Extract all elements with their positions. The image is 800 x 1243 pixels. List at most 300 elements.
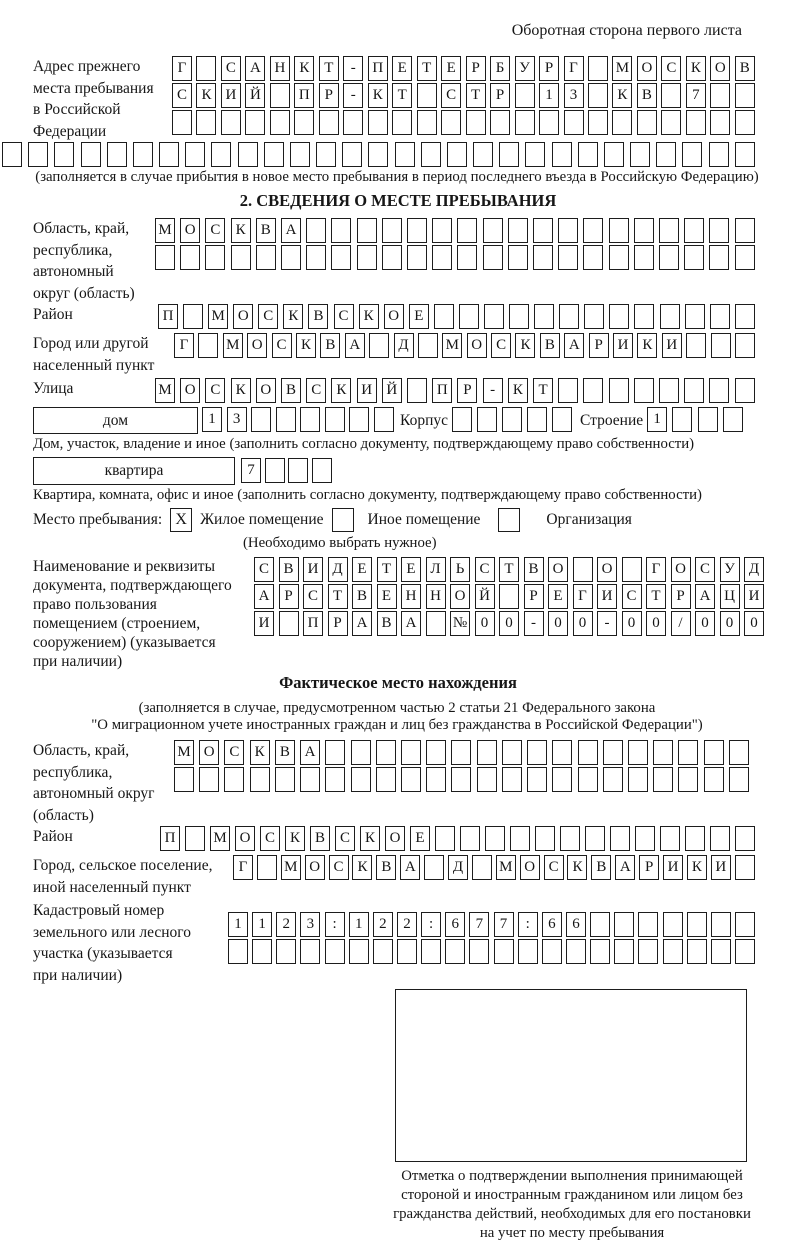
char-cell[interactable]: [502, 767, 522, 792]
char-cell[interactable]: 6: [542, 912, 562, 937]
char-cell[interactable]: М: [174, 740, 194, 765]
char-cell[interactable]: [407, 378, 427, 403]
char-cell[interactable]: С: [544, 855, 564, 880]
char-cell[interactable]: [628, 767, 648, 792]
char-cell[interactable]: В: [256, 218, 276, 243]
char-cell[interactable]: О: [385, 826, 405, 851]
char-cell[interactable]: О: [180, 378, 200, 403]
char-cell[interactable]: А: [400, 855, 420, 880]
char-cell[interactable]: [635, 826, 655, 851]
char-cell[interactable]: Т: [646, 584, 666, 609]
char-cell[interactable]: С: [224, 740, 244, 765]
char-cell[interactable]: К: [637, 333, 657, 358]
org-checkbox[interactable]: [498, 508, 520, 532]
char-cell[interactable]: [630, 142, 650, 167]
char-cell[interactable]: 7: [469, 912, 489, 937]
char-cell[interactable]: [331, 245, 351, 270]
char-cell[interactable]: С: [695, 557, 715, 582]
char-cell[interactable]: К: [368, 83, 388, 108]
char-cell[interactable]: Е: [548, 584, 568, 609]
char-cell[interactable]: [711, 912, 731, 937]
char-cell[interactable]: П: [303, 611, 323, 636]
char-cell[interactable]: Н: [270, 56, 290, 81]
char-cell[interactable]: [426, 767, 446, 792]
char-cell[interactable]: Р: [328, 611, 348, 636]
char-cell[interactable]: О: [305, 855, 325, 880]
char-cell[interactable]: О: [450, 584, 470, 609]
char-cell[interactable]: Н: [401, 584, 421, 609]
char-cell[interactable]: И: [663, 855, 683, 880]
char-cell[interactable]: [473, 142, 493, 167]
gorod3-row[interactable]: [233, 855, 755, 880]
char-cell[interactable]: К: [196, 83, 216, 108]
char-cell[interactable]: [590, 939, 610, 964]
char-cell[interactable]: [709, 142, 729, 167]
char-cell[interactable]: И: [662, 333, 682, 358]
kadastr-row-2[interactable]: [228, 939, 755, 964]
char-cell[interactable]: 1: [349, 912, 369, 937]
char-cell[interactable]: 1: [228, 912, 248, 937]
kvartira-cells[interactable]: [241, 458, 332, 483]
char-cell[interactable]: Д: [744, 557, 764, 582]
char-cell[interactable]: 6: [566, 912, 586, 937]
char-cell[interactable]: :: [421, 912, 441, 937]
char-cell[interactable]: [199, 767, 219, 792]
zhiloe-checkbox[interactable]: X: [170, 508, 192, 532]
char-cell[interactable]: Г: [573, 584, 593, 609]
char-cell[interactable]: К: [567, 855, 587, 880]
char-cell[interactable]: [172, 110, 192, 135]
char-cell[interactable]: К: [294, 56, 314, 81]
char-cell[interactable]: [133, 142, 153, 167]
char-cell[interactable]: [533, 218, 553, 243]
char-cell[interactable]: [711, 939, 731, 964]
char-cell[interactable]: [564, 110, 584, 135]
char-cell[interactable]: [452, 407, 472, 432]
char-cell[interactable]: М: [155, 378, 175, 403]
char-cell[interactable]: Й: [245, 83, 265, 108]
char-cell[interactable]: [265, 458, 285, 483]
char-cell[interactable]: К: [508, 378, 528, 403]
char-cell[interactable]: А: [615, 855, 635, 880]
doc-row-1[interactable]: [254, 557, 764, 582]
char-cell[interactable]: [211, 142, 231, 167]
char-cell[interactable]: Р: [457, 378, 477, 403]
char-cell[interactable]: [395, 142, 415, 167]
char-cell[interactable]: [590, 912, 610, 937]
char-cell[interactable]: В: [279, 557, 299, 582]
char-cell[interactable]: Д: [394, 333, 414, 358]
char-cell[interactable]: О: [247, 333, 267, 358]
char-cell[interactable]: [198, 333, 218, 358]
char-cell[interactable]: [637, 110, 657, 135]
char-cell[interactable]: [205, 245, 225, 270]
char-cell[interactable]: -: [343, 83, 363, 108]
char-cell[interactable]: [735, 939, 755, 964]
char-cell[interactable]: Р: [279, 584, 299, 609]
char-cell[interactable]: [319, 110, 339, 135]
char-cell[interactable]: [312, 458, 332, 483]
char-cell[interactable]: В: [310, 826, 330, 851]
char-cell[interactable]: /: [671, 611, 691, 636]
char-cell[interactable]: [457, 218, 477, 243]
char-cell[interactable]: [382, 218, 402, 243]
char-cell[interactable]: 0: [695, 611, 715, 636]
char-cell[interactable]: [331, 218, 351, 243]
char-cell[interactable]: [159, 142, 179, 167]
char-cell[interactable]: [686, 333, 706, 358]
char-cell[interactable]: [421, 939, 441, 964]
char-cell[interactable]: 0: [622, 611, 642, 636]
char-cell[interactable]: В: [735, 56, 755, 81]
char-cell[interactable]: [376, 740, 396, 765]
char-cell[interactable]: [542, 939, 562, 964]
char-cell[interactable]: [407, 245, 427, 270]
char-cell[interactable]: [661, 83, 681, 108]
char-cell[interactable]: С: [306, 378, 326, 403]
char-cell[interactable]: О: [710, 56, 730, 81]
char-cell[interactable]: К: [231, 218, 251, 243]
char-cell[interactable]: М: [210, 826, 230, 851]
char-cell[interactable]: [510, 826, 530, 851]
char-cell[interactable]: 0: [475, 611, 495, 636]
char-cell[interactable]: [583, 218, 603, 243]
char-cell[interactable]: В: [320, 333, 340, 358]
char-cell[interactable]: [710, 110, 730, 135]
char-cell[interactable]: [527, 407, 547, 432]
char-cell[interactable]: [382, 245, 402, 270]
char-cell[interactable]: [678, 767, 698, 792]
inoe-checkbox[interactable]: [332, 508, 354, 532]
char-cell[interactable]: Т: [466, 83, 486, 108]
char-cell[interactable]: [735, 378, 755, 403]
char-cell[interactable]: [539, 110, 559, 135]
char-cell[interactable]: [499, 142, 519, 167]
char-cell[interactable]: К: [686, 56, 706, 81]
char-cell[interactable]: [426, 611, 446, 636]
char-cell[interactable]: С: [622, 584, 642, 609]
char-cell[interactable]: [704, 740, 724, 765]
char-cell[interactable]: [432, 218, 452, 243]
char-cell[interactable]: [525, 142, 545, 167]
char-cell[interactable]: [584, 304, 604, 329]
char-cell[interactable]: [343, 110, 363, 135]
char-cell[interactable]: С: [205, 218, 225, 243]
char-cell[interactable]: [628, 740, 648, 765]
char-cell[interactable]: М: [223, 333, 243, 358]
char-cell[interactable]: О: [671, 557, 691, 582]
char-cell[interactable]: И: [711, 855, 731, 880]
char-cell[interactable]: Е: [352, 557, 372, 582]
char-cell[interactable]: Р: [319, 83, 339, 108]
char-cell[interactable]: [609, 304, 629, 329]
char-cell[interactable]: С: [272, 333, 292, 358]
char-cell[interactable]: Р: [466, 56, 486, 81]
char-cell[interactable]: [573, 557, 593, 582]
char-cell[interactable]: 6: [445, 912, 465, 937]
char-cell[interactable]: К: [515, 333, 535, 358]
char-cell[interactable]: [300, 939, 320, 964]
char-cell[interactable]: Д: [328, 557, 348, 582]
char-cell[interactable]: [585, 826, 605, 851]
char-cell[interactable]: [457, 245, 477, 270]
char-cell[interactable]: [558, 378, 578, 403]
char-cell[interactable]: Т: [377, 557, 397, 582]
char-cell[interactable]: [710, 83, 730, 108]
char-cell[interactable]: Т: [533, 378, 553, 403]
char-cell[interactable]: С: [254, 557, 274, 582]
rayon3-row[interactable]: [160, 826, 755, 851]
char-cell[interactable]: [508, 245, 528, 270]
char-cell[interactable]: [661, 110, 681, 135]
char-cell[interactable]: [221, 110, 241, 135]
char-cell[interactable]: 1: [647, 407, 667, 432]
char-cell[interactable]: П: [294, 83, 314, 108]
char-cell[interactable]: [349, 939, 369, 964]
char-cell[interactable]: [484, 304, 504, 329]
char-cell[interactable]: [609, 378, 629, 403]
char-cell[interactable]: [245, 110, 265, 135]
char-cell[interactable]: Е: [410, 826, 430, 851]
char-cell[interactable]: О: [520, 855, 540, 880]
prev-address-row-3[interactable]: [172, 110, 755, 135]
char-cell[interactable]: Г: [174, 333, 194, 358]
char-cell[interactable]: [735, 83, 755, 108]
oblast3-row-1[interactable]: [174, 740, 749, 765]
char-cell[interactable]: [434, 304, 454, 329]
char-cell[interactable]: [477, 407, 497, 432]
char-cell[interactable]: [515, 110, 535, 135]
char-cell[interactable]: [610, 826, 630, 851]
char-cell[interactable]: [279, 611, 299, 636]
char-cell[interactable]: 1: [539, 83, 559, 108]
char-cell[interactable]: [735, 142, 755, 167]
char-cell[interactable]: [196, 56, 216, 81]
char-cell[interactable]: [451, 740, 471, 765]
char-cell[interactable]: [660, 826, 680, 851]
char-cell[interactable]: [374, 407, 394, 432]
char-cell[interactable]: [155, 245, 175, 270]
char-cell[interactable]: С: [221, 56, 241, 81]
char-cell[interactable]: С: [334, 304, 354, 329]
char-cell[interactable]: [445, 939, 465, 964]
char-cell[interactable]: [653, 740, 673, 765]
char-cell[interactable]: [685, 304, 705, 329]
char-cell[interactable]: [509, 304, 529, 329]
korpus-cells[interactable]: [452, 407, 572, 432]
char-cell[interactable]: В: [524, 557, 544, 582]
char-cell[interactable]: [588, 83, 608, 108]
char-cell[interactable]: [485, 826, 505, 851]
char-cell[interactable]: :: [518, 912, 538, 937]
char-cell[interactable]: [306, 218, 326, 243]
char-cell[interactable]: [424, 855, 444, 880]
char-cell[interactable]: Г: [564, 56, 584, 81]
char-cell[interactable]: [566, 939, 586, 964]
char-cell[interactable]: П: [158, 304, 178, 329]
char-cell[interactable]: [735, 110, 755, 135]
char-cell[interactable]: А: [564, 333, 584, 358]
char-cell[interactable]: [659, 245, 679, 270]
char-cell[interactable]: [472, 855, 492, 880]
char-cell[interactable]: С: [491, 333, 511, 358]
char-cell[interactable]: М: [208, 304, 228, 329]
char-cell[interactable]: Ь: [450, 557, 470, 582]
char-cell[interactable]: [300, 767, 320, 792]
char-cell[interactable]: 0: [499, 611, 519, 636]
char-cell[interactable]: [231, 245, 251, 270]
char-cell[interactable]: [698, 407, 718, 432]
char-cell[interactable]: [603, 740, 623, 765]
char-cell[interactable]: [499, 584, 519, 609]
char-cell[interactable]: И: [613, 333, 633, 358]
char-cell[interactable]: [709, 245, 729, 270]
char-cell[interactable]: А: [695, 584, 715, 609]
char-cell[interactable]: [351, 767, 371, 792]
oblast-row-1[interactable]: [155, 218, 755, 243]
char-cell[interactable]: [603, 767, 623, 792]
prev-address-row-4[interactable]: [2, 142, 755, 167]
char-cell[interactable]: Т: [392, 83, 412, 108]
char-cell[interactable]: Л: [426, 557, 446, 582]
char-cell[interactable]: [583, 378, 603, 403]
char-cell[interactable]: [578, 142, 598, 167]
char-cell[interactable]: [687, 939, 707, 964]
char-cell[interactable]: А: [352, 611, 372, 636]
char-cell[interactable]: [397, 939, 417, 964]
char-cell[interactable]: Т: [499, 557, 519, 582]
char-cell[interactable]: [560, 826, 580, 851]
char-cell[interactable]: [634, 218, 654, 243]
char-cell[interactable]: Е: [441, 56, 461, 81]
char-cell[interactable]: К: [231, 378, 251, 403]
char-cell[interactable]: [276, 939, 296, 964]
char-cell[interactable]: Р: [671, 584, 691, 609]
char-cell[interactable]: 0: [720, 611, 740, 636]
char-cell[interactable]: [256, 245, 276, 270]
doc-row-3[interactable]: [254, 611, 764, 636]
char-cell[interactable]: [369, 333, 389, 358]
char-cell[interactable]: [469, 939, 489, 964]
char-cell[interactable]: [534, 304, 554, 329]
char-cell[interactable]: [357, 218, 377, 243]
char-cell[interactable]: [735, 855, 755, 880]
char-cell[interactable]: К: [687, 855, 707, 880]
char-cell[interactable]: [663, 912, 683, 937]
char-cell[interactable]: [684, 378, 704, 403]
char-cell[interactable]: [407, 218, 427, 243]
char-cell[interactable]: [709, 378, 729, 403]
char-cell[interactable]: [238, 142, 258, 167]
char-cell[interactable]: 2: [276, 912, 296, 937]
char-cell[interactable]: [612, 110, 632, 135]
char-cell[interactable]: [477, 740, 497, 765]
char-cell[interactable]: [368, 142, 388, 167]
char-cell[interactable]: [684, 245, 704, 270]
char-cell[interactable]: [185, 826, 205, 851]
char-cell[interactable]: О: [199, 740, 219, 765]
char-cell[interactable]: [535, 826, 555, 851]
char-cell[interactable]: [588, 56, 608, 81]
char-cell[interactable]: В: [540, 333, 560, 358]
char-cell[interactable]: Н: [426, 584, 446, 609]
char-cell[interactable]: [735, 826, 755, 851]
doc-row-2[interactable]: [254, 584, 764, 609]
char-cell[interactable]: [490, 110, 510, 135]
char-cell[interactable]: С: [335, 826, 355, 851]
char-cell[interactable]: [552, 142, 572, 167]
char-cell[interactable]: 0: [573, 611, 593, 636]
char-cell[interactable]: О: [467, 333, 487, 358]
char-cell[interactable]: Т: [319, 56, 339, 81]
char-cell[interactable]: [459, 304, 479, 329]
char-cell[interactable]: Е: [392, 56, 412, 81]
char-cell[interactable]: 0: [744, 611, 764, 636]
char-cell[interactable]: [634, 378, 654, 403]
char-cell[interactable]: [477, 767, 497, 792]
char-cell[interactable]: В: [637, 83, 657, 108]
char-cell[interactable]: [349, 407, 369, 432]
char-cell[interactable]: С: [258, 304, 278, 329]
char-cell[interactable]: [417, 83, 437, 108]
char-cell[interactable]: П: [368, 56, 388, 81]
char-cell[interactable]: Г: [172, 56, 192, 81]
char-cell[interactable]: [288, 458, 308, 483]
char-cell[interactable]: [432, 245, 452, 270]
char-cell[interactable]: [376, 767, 396, 792]
char-cell[interactable]: [559, 304, 579, 329]
char-cell[interactable]: К: [352, 855, 372, 880]
char-cell[interactable]: [316, 142, 336, 167]
char-cell[interactable]: О: [233, 304, 253, 329]
char-cell[interactable]: [276, 407, 296, 432]
char-cell[interactable]: [270, 110, 290, 135]
kadastr-row-1[interactable]: [228, 912, 755, 937]
char-cell[interactable]: [325, 740, 345, 765]
char-cell[interactable]: [342, 142, 362, 167]
char-cell[interactable]: [558, 218, 578, 243]
char-cell[interactable]: [392, 110, 412, 135]
char-cell[interactable]: В: [308, 304, 328, 329]
char-cell[interactable]: М: [281, 855, 301, 880]
char-cell[interactable]: [723, 407, 743, 432]
char-cell[interactable]: М: [612, 56, 632, 81]
char-cell[interactable]: В: [281, 378, 301, 403]
char-cell[interactable]: [483, 218, 503, 243]
char-cell[interactable]: К: [250, 740, 270, 765]
char-cell[interactable]: [709, 218, 729, 243]
ulitsa-row[interactable]: [155, 378, 755, 403]
char-cell[interactable]: [735, 245, 755, 270]
gorod-row[interactable]: [174, 333, 755, 358]
char-cell[interactable]: [281, 245, 301, 270]
char-cell[interactable]: С: [260, 826, 280, 851]
char-cell[interactable]: [494, 939, 514, 964]
char-cell[interactable]: [502, 407, 522, 432]
char-cell[interactable]: К: [296, 333, 316, 358]
char-cell[interactable]: [252, 939, 272, 964]
char-cell[interactable]: О: [180, 218, 200, 243]
char-cell[interactable]: [441, 110, 461, 135]
char-cell[interactable]: [447, 142, 467, 167]
char-cell[interactable]: Ц: [720, 584, 740, 609]
char-cell[interactable]: [300, 407, 320, 432]
char-cell[interactable]: [638, 939, 658, 964]
char-cell[interactable]: Г: [233, 855, 253, 880]
char-cell[interactable]: Д: [448, 855, 468, 880]
char-cell[interactable]: [351, 740, 371, 765]
char-cell[interactable]: [325, 939, 345, 964]
